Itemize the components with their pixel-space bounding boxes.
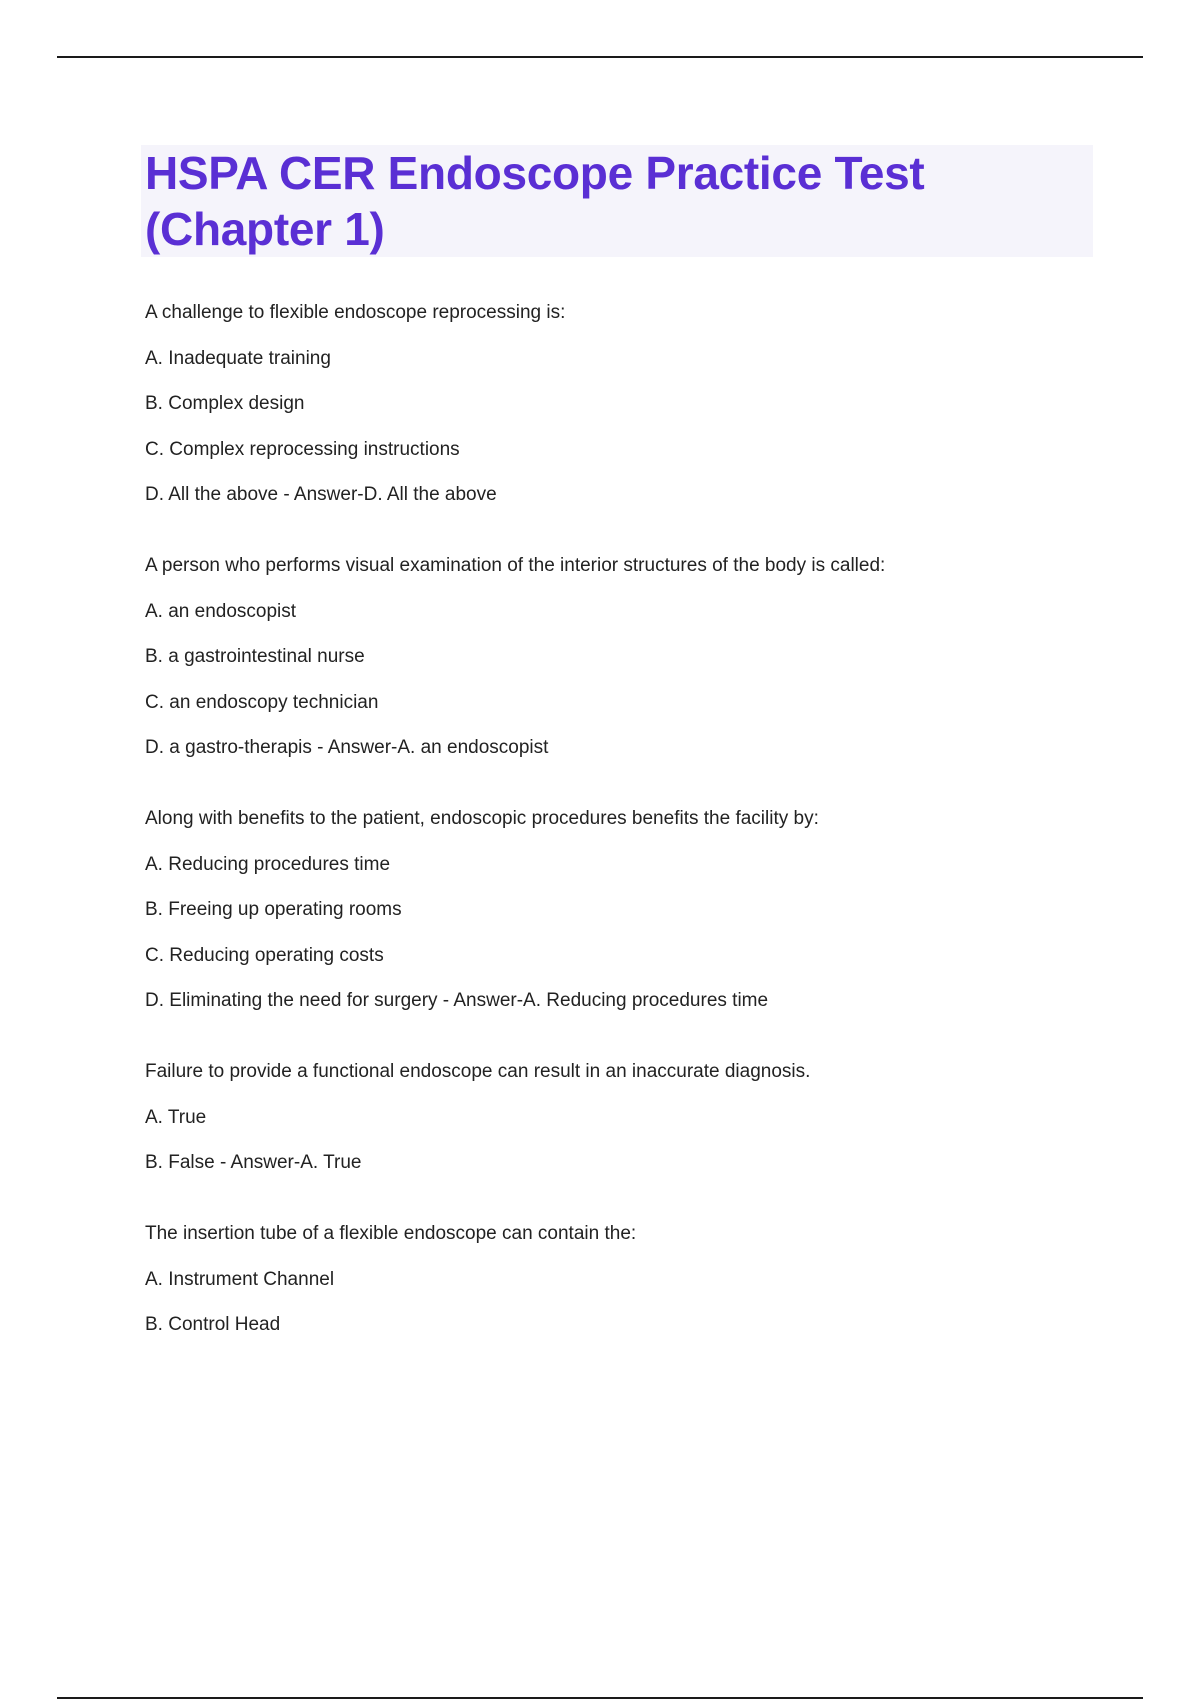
question-block [145, 1221, 1105, 1338]
answer-option: A. True [145, 1106, 207, 1128]
answer-option: D. All the above - Answer-D. All the above [145, 484, 497, 505]
answer-option: A. Instrument Channel [145, 1268, 335, 1290]
answer-option: C. Reducing operating costs [145, 944, 384, 966]
question-list [145, 300, 1105, 1383]
page-title-line-1: HSPA CER Endoscope Practice Test [145, 147, 925, 199]
page-title [145, 145, 1093, 257]
question-prompt: Along with benefits to the patient, endoscopic procedures benefits the facility by: [145, 808, 819, 829]
top-divider [57, 56, 1143, 58]
answer-option: A. an endoscopist [145, 600, 297, 622]
answer-option: D. a gastro-therapis - Answer-A. an endoscopist [145, 737, 549, 758]
question-block [145, 300, 1105, 508]
answer-option: A. Reducing procedures time [145, 853, 391, 875]
question-block [145, 553, 1105, 761]
question-block [145, 1059, 1105, 1176]
page-title-line-2: (Chapter 1) [145, 203, 385, 255]
answer-option: B. a gastrointestinal nurse [145, 646, 365, 667]
answer-option: C. an endoscopy technician [145, 691, 379, 713]
question-prompt: The insertion tube of a flexible endoscope can contain the: [145, 1223, 637, 1244]
question-prompt: A person who performs visual examination of the interior structures of the body is called: [145, 555, 886, 576]
answer-option: D. Eliminating the need for surgery - Answer-A. Reducing procedures time [145, 990, 769, 1011]
bottom-divider [57, 1697, 1143, 1699]
answer-option: B. Complex design [145, 393, 305, 414]
answer-option: C. Complex reprocessing instructions [145, 438, 460, 460]
question-prompt: A challenge to flexible endoscope reprocessing is: [145, 302, 566, 323]
answer-option: B. False - Answer-A. True [145, 1152, 362, 1173]
title-banner [141, 145, 1093, 257]
question-block [145, 806, 1105, 1014]
answer-option: B. Control Head [145, 1314, 281, 1335]
question-prompt: Failure to provide a functional endoscope can result in an inaccurate diagnosis. [145, 1061, 811, 1082]
answer-option: A. Inadequate training [145, 347, 331, 369]
answer-option: B. Freeing up operating rooms [145, 899, 402, 920]
